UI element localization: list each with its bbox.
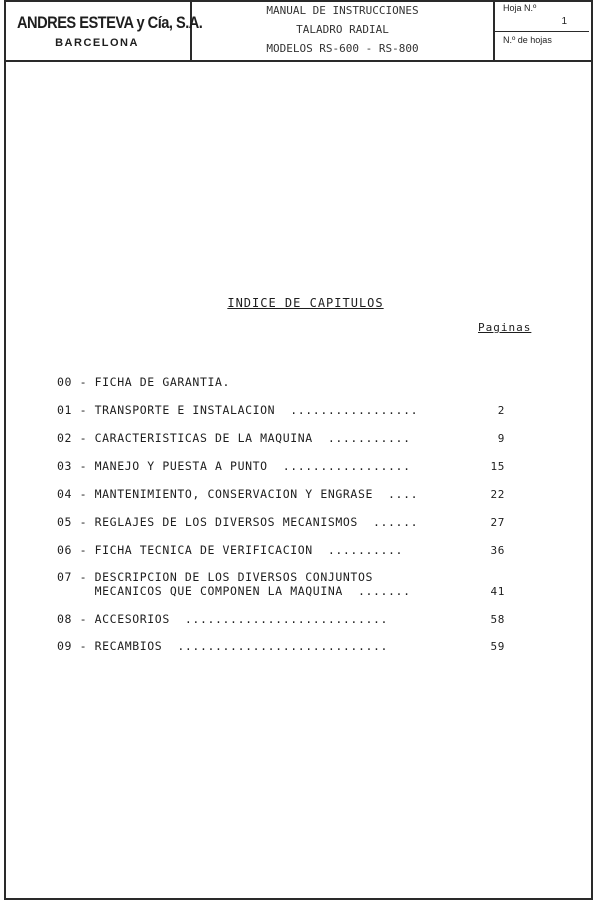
machine-title-line: TALADRO RADIAL [296,23,389,36]
pages-column-header: Paginas [478,321,532,334]
toc-entry [57,487,547,501]
toc-page-number: 41 [490,585,505,598]
sheet-number-box [495,2,589,32]
sheets-total-label: N.º de hojas [503,35,552,45]
toc-entry [57,459,547,473]
toc-entry [57,639,547,653]
toc-page-number: 22 [490,488,505,501]
toc-entry [57,612,547,626]
toc-entry-text: 01 - TRANSPORTE E INSTALACION ................. [57,403,419,417]
company-cell [4,2,203,62]
sheet-number-label: Hoja N.º [503,3,537,13]
toc-page-number: 36 [490,544,505,557]
company-city: BARCELONA [55,37,139,49]
manual-title-cell [192,2,495,62]
toc-page-number: 59 [490,640,505,653]
sheet-number-value: 1 [561,16,567,27]
document-header [4,0,593,62]
toc-entry-text: 02 - CARACTERISTICAS DE LA MAQUINA ........... [57,431,411,445]
toc-entry [57,375,547,389]
sheet-cell [495,2,589,62]
toc-entry [57,543,547,557]
toc-entry-text: 08 - ACCESORIOS ........................... [57,612,389,626]
company-name: ANDRES ESTEVA y Cía, S.A. [17,13,203,32]
toc-page-number: 2 [497,404,505,417]
toc-entry-text: 03 - MANEJO Y PUESTA A PUNTO ................. [57,459,411,473]
toc-entry-text: 07 - DESCRIPCION DE LOS DIVERSOS CONJUNTOS [57,570,373,584]
toc-entry [57,403,547,417]
table-of-contents [57,375,547,653]
toc-entry-text: 00 - FICHA DE GARANTIA. [57,375,231,389]
toc-entry [57,570,547,598]
models-title-line: MODELOS RS-600 - RS-800 [266,42,419,55]
toc-entry-text: MECANICOS QUE COMPONEN LA MAQUINA ....... [57,584,411,598]
toc-entry-text: 09 - RECAMBIOS ............................ [57,639,389,653]
toc-page-number: 15 [490,460,505,473]
manual-title-line: MANUAL DE INSTRUCCIONES [266,4,419,17]
index-title: INDICE DE CAPITULOS [227,296,384,310]
toc-entry-text: 04 - MANTENIMIENTO, CONSERVACION Y ENGRASE .... [57,487,419,501]
toc-page-number: 9 [497,432,505,445]
toc-entry-text: 06 - FICHA TECNICA DE VERIFICACION .......... [57,543,404,557]
toc-page-number: 58 [490,613,505,626]
toc-entry [57,515,547,529]
toc-entry-text: 05 - REGLAJES DE LOS DIVERSOS MECANISMOS ...... [57,515,419,529]
toc-page-number: 27 [490,516,505,529]
toc-entry [57,431,547,445]
